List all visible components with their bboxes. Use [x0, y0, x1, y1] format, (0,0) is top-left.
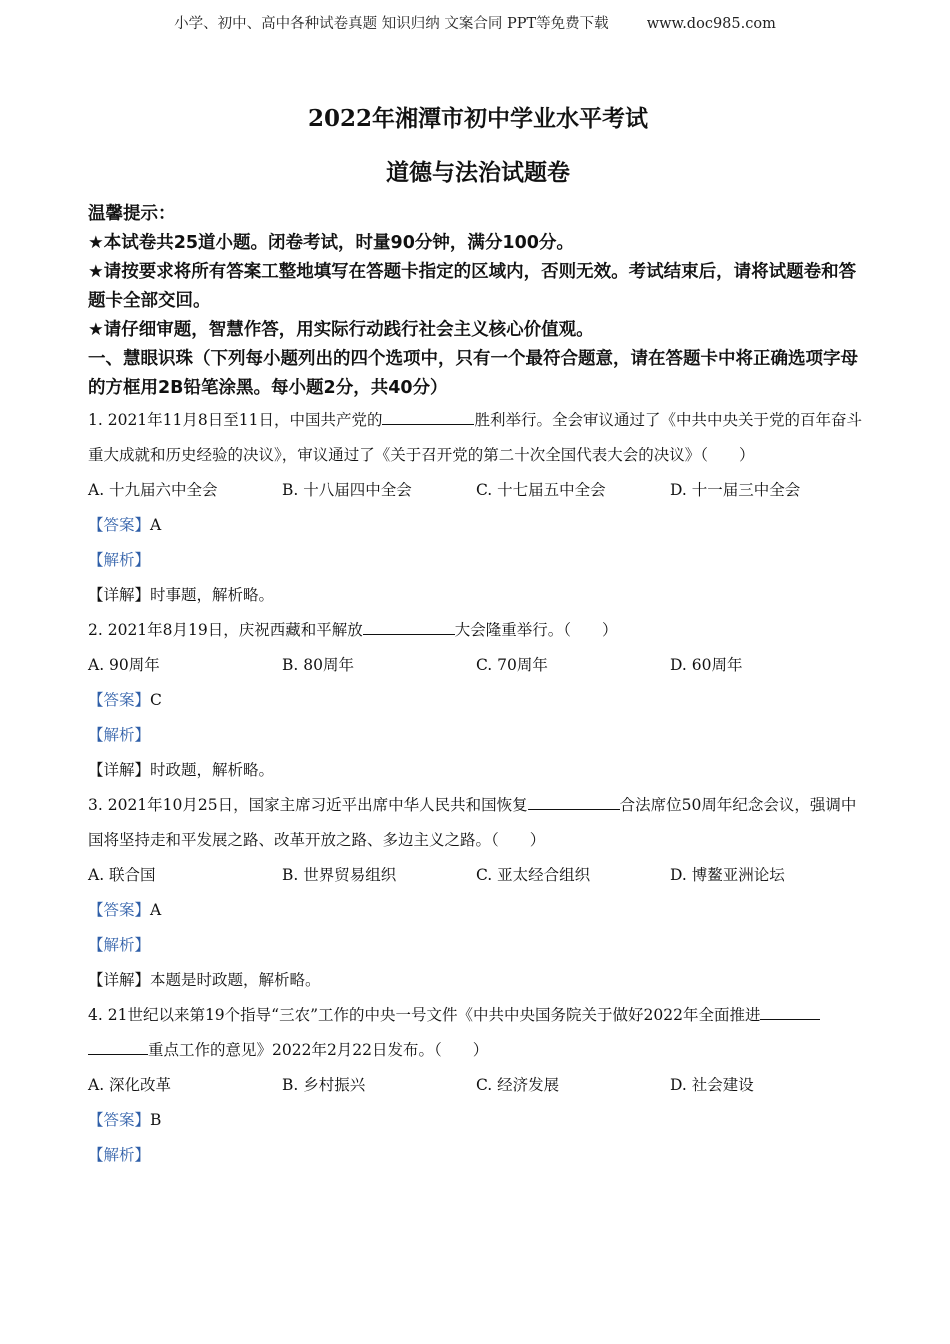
- answer-label: 【答案】: [88, 691, 151, 709]
- detail-line: [88, 753, 868, 788]
- detail-line: [88, 963, 868, 998]
- tip-item: ★请按要求将所有答案工整地填写在答题卡指定的区域内，否则无效。考试结束后，请将试题卷和答题卡全部交回。: [88, 262, 857, 311]
- tip-item: ★本试卷共25道小题。闭卷考试，时量90分钟，满分100分。: [88, 233, 574, 253]
- option-a: A. 十九届六中全会: [88, 481, 218, 499]
- question-1: [88, 403, 868, 613]
- header-text: 小学、初中、高中各种试卷真题 知识归纳 文案合同 PPT等免费下载: [174, 16, 609, 32]
- detail-label: 【详解】: [88, 971, 151, 989]
- option-b: B. 世界贸易组织: [282, 866, 397, 884]
- answer-label: 【答案】: [88, 1111, 151, 1129]
- option-d: D. 博鳌亚洲论坛: [670, 866, 785, 884]
- option-c: C. 亚太经合组织: [476, 866, 591, 884]
- answer-line: [88, 1103, 868, 1138]
- analysis-line: [88, 928, 868, 963]
- section-heading: 一、慧眼识珠（下列每小题列出的四个选项中，只有一个最符合题意，请在答题卡中将正确选项字母的方框用2B铅笔涂黑。每小题2分，共40分）: [88, 349, 858, 398]
- option-c: C. 十七届五中全会: [476, 481, 606, 499]
- page-header: [0, 12, 950, 33]
- question-text: 4. 21世纪以来第19个指导“三农”工作的中央一号文件《中共中央国务院关于做好2022年全面推进重点工作的意见》2022年2月22日发布。（ ）: [88, 998, 868, 1068]
- detail-label: 【详解】: [88, 761, 151, 779]
- question-2: [88, 613, 868, 788]
- option-a: A. 深化改革: [88, 1076, 172, 1094]
- options-row: [88, 1068, 868, 1103]
- answer-label: 【答案】: [88, 516, 151, 534]
- analysis-label: 【解析】: [88, 1146, 151, 1164]
- option-a: A. 90周年: [88, 656, 160, 674]
- tips-block: [88, 200, 868, 403]
- detail-text: 时事题，解析略。: [150, 586, 275, 604]
- options-row: [88, 858, 868, 893]
- option-d: D. 社会建设: [670, 1076, 754, 1094]
- option-a: A. 联合国: [88, 866, 156, 884]
- option-b: B. 80周年: [282, 656, 354, 674]
- answer-line: [88, 683, 868, 718]
- analysis-label: 【解析】: [88, 551, 151, 569]
- detail-text: 本题是时政题，解析略。: [150, 971, 321, 989]
- question-text: 1. 2021年11月8日至11日，中国共产党的 胜利举行。全会审议通过了《中共中央关于党的百年奋斗重大成就和历史经验的决议》，审议通过了《关于召开党的第二十次全国代表大会的决议》（ ）: [88, 411, 862, 464]
- detail-text: 时政题，解析略。: [150, 761, 275, 779]
- analysis-label: 【解析】: [88, 726, 151, 744]
- answer-value: A: [150, 901, 162, 919]
- detail-label: 【详解】: [88, 586, 151, 604]
- option-d: D. 十一届三中全会: [670, 481, 801, 499]
- header-site-link[interactable]: www.doc985.com: [646, 16, 776, 32]
- tips-heading: 温馨提示：: [88, 204, 176, 224]
- answer-line: [88, 893, 868, 928]
- option-c: C. 70周年: [476, 656, 548, 674]
- analysis-label: 【解析】: [88, 936, 151, 954]
- analysis-line: [88, 718, 868, 753]
- question-3: [88, 788, 868, 998]
- answer-value: A: [150, 516, 162, 534]
- option-d: D. 60周年: [670, 656, 743, 674]
- options-row: [88, 648, 868, 683]
- option-b: B. 乡村振兴: [282, 1076, 366, 1094]
- answer-value: B: [150, 1111, 162, 1129]
- tip-item: ★请仔细审题，智慧作答，用实际行动践行社会主义核心价值观。: [88, 320, 594, 340]
- answer-value: C: [150, 691, 162, 709]
- document-body: [88, 104, 868, 1173]
- question-4: [88, 998, 868, 1173]
- options-row: [88, 473, 868, 508]
- option-c: C. 经济发展: [476, 1076, 560, 1094]
- exam-title: 2022年湘潭市初中学业水平考试: [307, 105, 648, 132]
- analysis-line: [88, 543, 868, 578]
- option-b: B. 十八届四中全会: [282, 481, 412, 499]
- question-text: 3. 2021年10月25日，国家主席习近平出席中华人民共和国恢复 合法席位50周年纪念会议，强调中国将坚持走和平发展之路、改革开放之路、多边主义之路。（ ）: [88, 796, 857, 849]
- answer-label: 【答案】: [88, 901, 151, 919]
- detail-line: [88, 578, 868, 613]
- answer-line: [88, 508, 868, 543]
- exam-subtitle: 道德与法治试题卷: [386, 159, 570, 186]
- analysis-line: [88, 1138, 868, 1173]
- question-text: 2. 2021年8月19日，庆祝西藏和平解放 大会隆重举行。（ ）: [88, 621, 618, 639]
